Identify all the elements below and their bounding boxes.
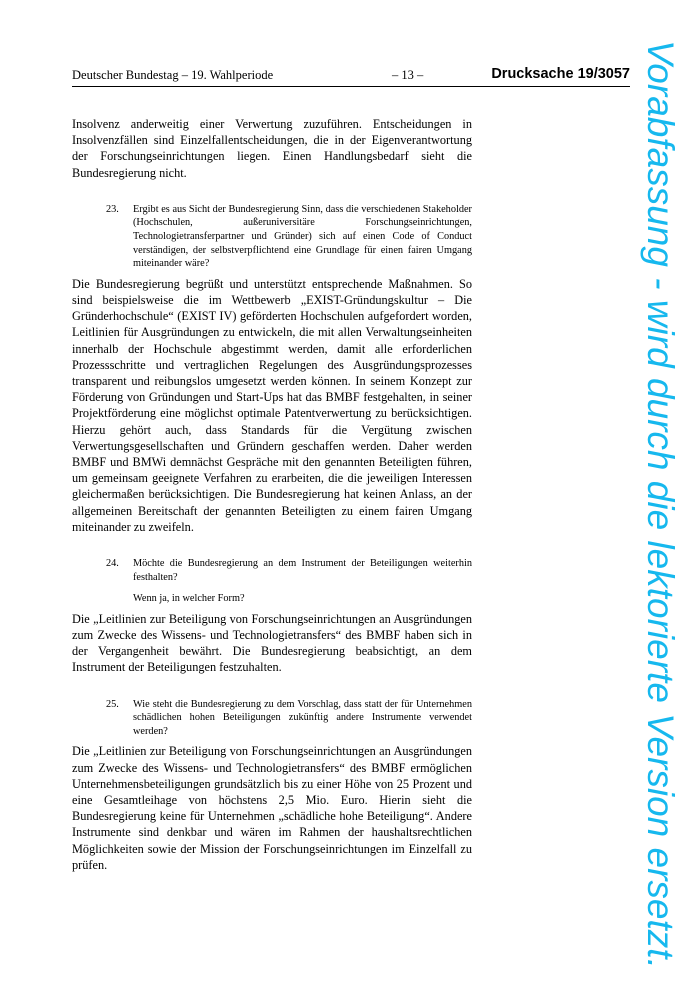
question-24 [72,557,472,584]
question-number: 23. [106,203,119,215]
question-number: 24. [106,558,119,570]
header-document-id [491,66,630,82]
question-text: Ergibt es aus Sicht der Bundesregierung Sinn, dass die verschiedenen Stakeholder (Hochschulen, außeruniversitäre Forschungseinrichtungen, Technologietransferpartner und Gründer) sich auf einen Code of Conduct verständigen, der selbstverpflichtend eine Grundlage für einen fairen Umgang miteinander wäre? [133,203,472,270]
header-document-number: 3057 [597,66,630,82]
question-text: Möchte die Bundesregierung an dem Instrument der Beteiligungen weiterhin festhalten? [133,558,472,583]
page-body [72,116,472,873]
question-number: 25. [106,698,119,710]
question-24-followup: Wenn ja, in welcher Form? [133,593,245,605]
answer-25: Die „Leitlinien zur Beteiligung von Forschungseinrichtungen an Ausgründungen zum Zwecke des Wissens- und Technologietransfers“ des BMBF ermöglichen Unternehmensbeteiligungen grundsätzlich bis zu einer Höhe von 25 Prozent und eine Gesamtleihage von höchstens 2,5 Mio. Euro. Hierin sieht die Bundesregierung keine für Unternehmen „schädliche hohe Beteiligung“. Andere Instrumente sind denkbar und wären im Rahmen der haushaltsrechtlichen Möglichkeiten sowie der Mission der Forschungseinrichtungen im Einzelfall zu prüfen. [72,744,472,872]
answer-24: Die „Leitlinien zur Beteiligung von Forschungseinrichtungen an Ausgründungen zum Zwecke des Wissens- und Technologietransfers“ des BMBF haben sich in der Vergangenheit bewährt. Die Bundesregierung beabsichtigt, an dem Instrument der Beteiligungen festzuhalten. [72,611,472,675]
header-document-label: Drucksache 19/ [491,66,598,82]
header-page-number: – 13 – [392,68,424,82]
paragraph-continued: Insolvenz anderweitig einer Verwertung zuzuführen. Entscheidungen in Insolvenzfällen sind Einzelfallentscheidungen, die in der Eigenverantwortung der Forschungseinrichtungen liegen. Einen Handlungsbedarf sieht die Bundesregierung nicht. [72,117,472,180]
page-header [72,66,630,87]
question-25 [72,698,472,739]
answer-23: Die Bundesregierung begrüßt und unterstützt entsprechende Maßnahmen. So sind beispielsweise die im Wettbewerb „EXIST-Gründungskultur – Die Gründerhochschule“ (EXIST IV) geförderten Hochschulen aufgefordert worden, Leitlinien für Ausgründungen zu entwickeln, die mit allen Verwaltungseinheiten innerhalb der Hochschule abgestimmt werden, damit alle erforderlichen Prozessschritte und vertraglichen Regelungen des Ausgründungsprozesses transparent und reibungslos umgesetzt werden können. In seinem Konzept zur Förderung von Gründungen und Start-Ups hat das BMBF festgehalten, in seiner Projektförderung eine möglichst optimale Patentverwertung zu berücksichtigen. Hierzu gehört auch, dass Standards für die Vergütung zwischen Verwertungsgesellschaften und Gründern geschaffen werden. Daher werden BMBF und BMWi demnächst Gespräche mit den genannten Beteiligten führen, um gemeinsam geeignete Verfahren zu erarbeiten, die die jeweiligen Interessen gleichermaßen berücksichtigen. Die Bundesregierung hat keinen Anlass, an der allgemeinen Bereitschaft der genannten Beteiligten zu einem fairen Umgang miteinander zu zweifeln. [72,276,472,534]
header-parliament: Deutscher Bundestag – 19. Wahlperiode [72,68,274,82]
draft-watermark: Vorabfassung - wird durch die lektorierte Version ersetzt. [640,40,681,969]
question-text: Wie steht die Bundesregierung zu dem Vorschlag, dass statt der für Unternehmen schädlichen hohen Beteiligungen zukünftig andere Instrumente verwendet werden? [133,698,472,737]
question-23 [72,203,472,271]
